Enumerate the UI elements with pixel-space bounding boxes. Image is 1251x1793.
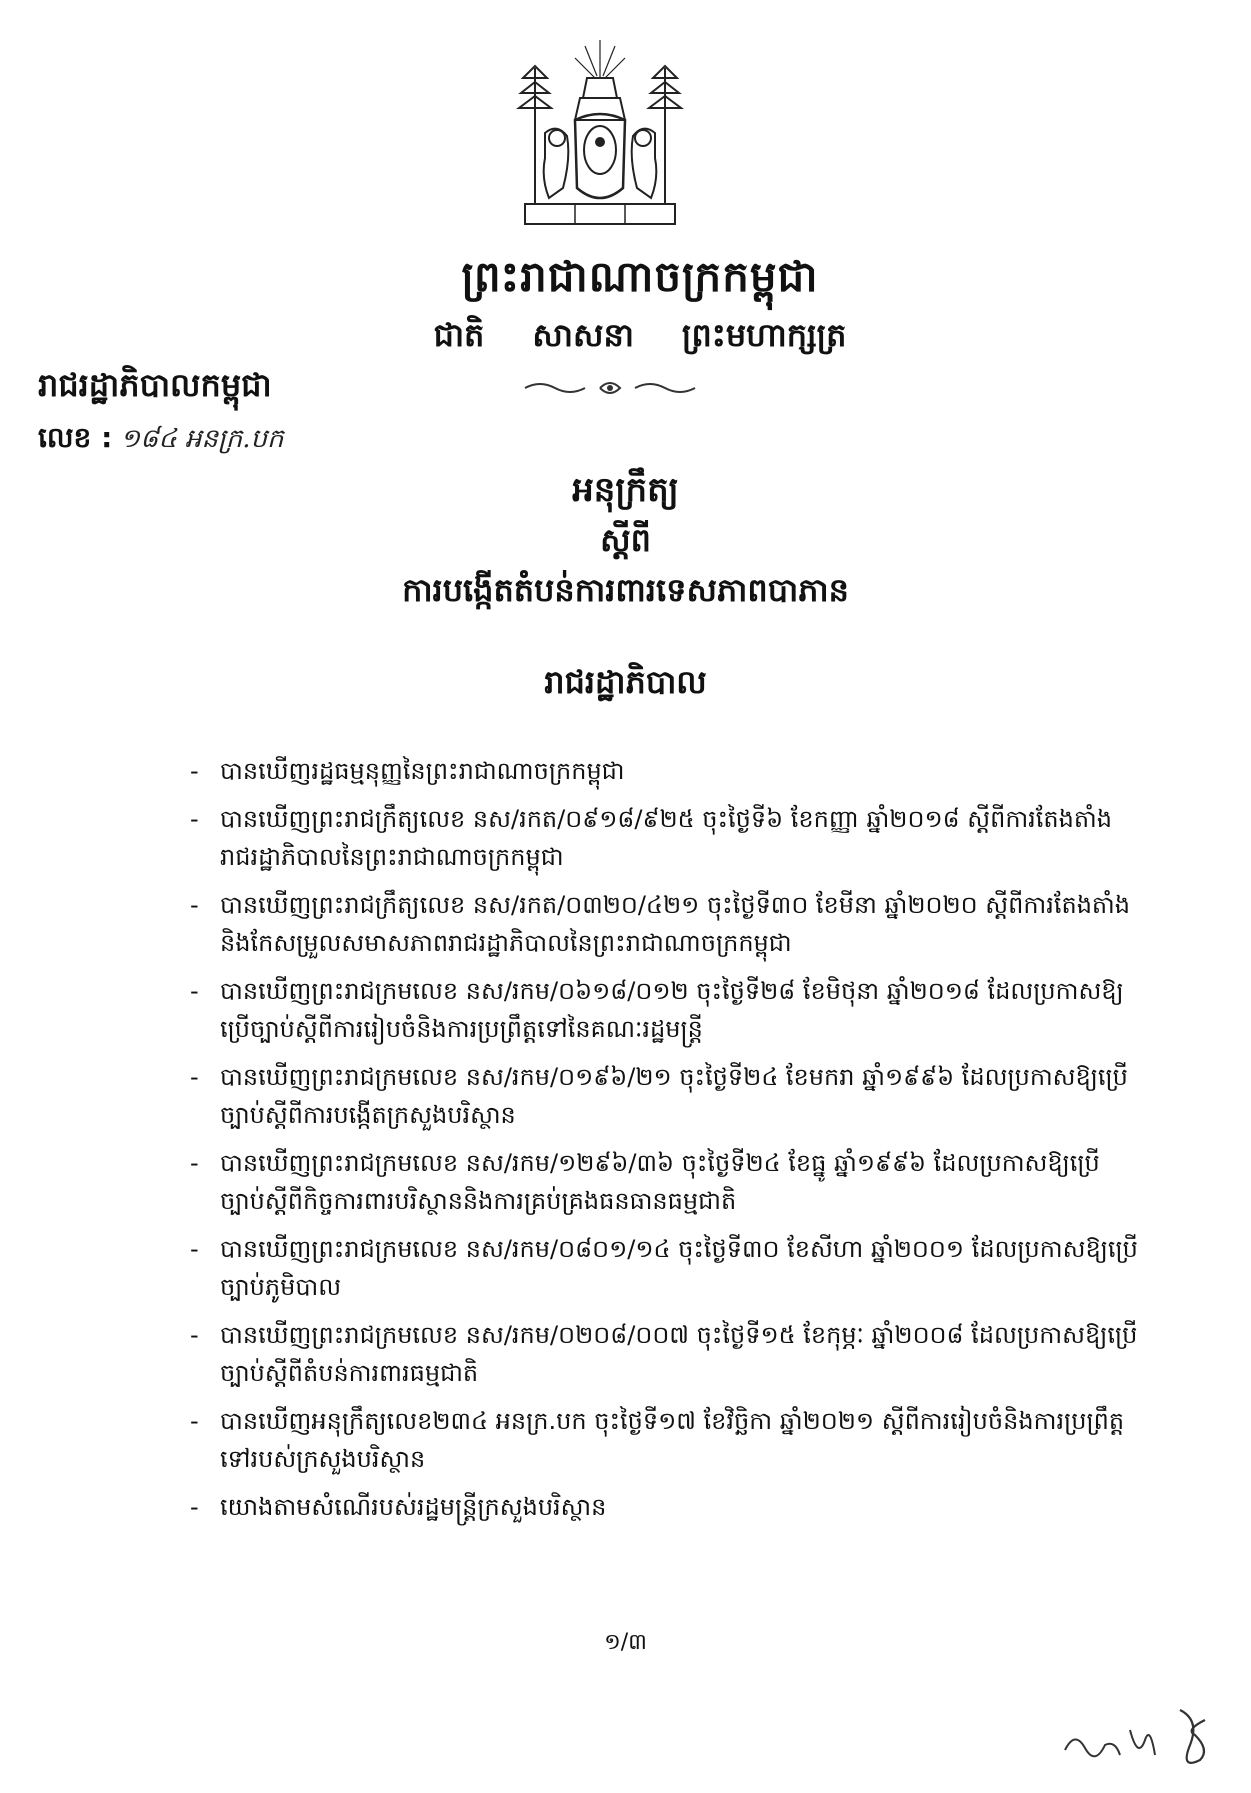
bullet-dash: - — [190, 1149, 199, 1177]
bullet-dash: - — [190, 891, 199, 919]
consideration-text: បានឃើញព្រះរាជក្រមលេខ នស/រកម/០៦១៨/០១២ ចុះថ្ងៃទី២៨ ខែមិថុនា ឆ្នាំ២០១៨ ដែលប្រកាសឱ្យប្រើច្បាប់ស្តីពីការរៀបចំនិងការប្រព្រឹត្តទៅនៃគណៈរដ្ឋមន្ត្រី — [220, 977, 1124, 1043]
list-item — [190, 800, 1140, 876]
bullet-dash: - — [190, 1063, 199, 1091]
consideration-text: បានឃើញអនុក្រឹត្យលេខ២៣៤ អនក្រ.បក ចុះថ្ងៃទី១៧ ខែវិច្ឆិកា ឆ្នាំ២០២១ ស្តីពីការរៀបចំនិងការប្រព្រឹត្តទៅរបស់ក្រសួងបរិស្ថាន — [220, 1407, 1125, 1473]
royal-arms-emblem-icon — [505, 38, 695, 238]
document-subject: ការបង្កើតតំបន់ការពារទេសភាពបាភាន — [402, 571, 849, 609]
document-type: អនុក្រឹត្យ — [572, 470, 679, 510]
list-item — [190, 972, 1140, 1048]
bullet-dash: - — [190, 1235, 199, 1263]
list-item — [190, 886, 1140, 962]
reference-number — [38, 420, 284, 461]
list-item — [190, 1316, 1140, 1392]
consideration-text: បានឃើញព្រះរាជក្រមលេខ នស/រកម/០១៩៦/២១ ចុះថ្ងៃទី២៤ ខែមករា ឆ្នាំ១៩៩៦ ដែលប្រកាសឱ្យប្រើច្បាប់ស្តីពីការបង្កើតក្រសួងបរិស្ថាន — [220, 1063, 1128, 1129]
document-about: ស្តីពី — [600, 521, 651, 559]
list-item — [190, 1402, 1140, 1478]
page-number: ១/៣ — [604, 1630, 647, 1655]
reference-value: ១៨៤ អនក្រ.បក — [120, 424, 284, 454]
consideration-text: បានឃើញព្រះរាជក្រមលេខ នស/រកម/១២៩៦/៣៦ ចុះថ្ងៃទី២៤ ខែធ្នូ ឆ្នាំ១៩៩៦ ដែលប្រកាសឱ្យប្រើច្បាប់ស្តីពីកិច្ចការពារបរិស្ថាននិងការគ្រប់គ្រងធនធានធម្មជាតិ — [220, 1149, 1100, 1215]
bullet-dash: - — [190, 805, 199, 833]
consideration-text: បានឃើញរដ្ឋធម្មនុញ្ញនៃព្រះរាជាណាចក្រកម្ពុជា — [220, 757, 625, 785]
list-item — [190, 1144, 1140, 1220]
kingdom-title: ព្រះរាជាណាចក្រកម្ពុជា — [461, 252, 819, 301]
motto-religion: សាសនា — [532, 316, 634, 354]
handwritten-signature-icon — [1060, 1700, 1230, 1780]
government-name: រាជរដ្ឋាភិបាលកម្ពុជា — [38, 366, 272, 404]
bullet-dash: - — [190, 977, 199, 1005]
list-item — [190, 1230, 1140, 1306]
reference-label: លេខ : — [38, 421, 113, 454]
bullet-dash: - — [190, 1321, 199, 1349]
list-item — [190, 1058, 1140, 1134]
consideration-text: បានឃើញព្រះរាជក្រឹត្យលេខ នស/រកត/០៩១៨/៩២៥ ចុះថ្ងៃទី៦ ខែកញ្ញា ឆ្នាំ២០១៨ ស្តីពីការតែងតាំងរាជរដ្ឋាភិបាលនៃព្រះរាជាណាចក្រកម្ពុជា — [220, 805, 1112, 871]
decorative-divider-icon — [520, 378, 700, 398]
consideration-text: បានឃើញព្រះរាជក្រមលេខ នស/រកម/០២០៨/០០៧ ចុះថ្ងៃទី១៥ ខែកុម្ភៈ ឆ្នាំ២០០៨ ដែលប្រកាសឱ្យប្រើច្បាប់ស្តីពីតំបន់ការពារធម្មជាតិ — [220, 1321, 1138, 1387]
issuing-body: រាជរដ្ឋាភិបាល — [544, 663, 707, 701]
consideration-text: បានឃើញព្រះរាជក្រឹត្យលេខ នស/រកត/០៣២០/៤២១ ចុះថ្ងៃទី៣០ ខែមីនា ឆ្នាំ២០២០ ស្តីពីការតែងតាំងនិងកែសម្រួលសមាសភាពរាជរដ្ឋាភិបាលនៃព្រះរាជាណាចក្រកម្ពុជា — [220, 891, 1131, 957]
list-item — [190, 752, 1140, 790]
bullet-dash: - — [190, 1407, 199, 1435]
bullet-dash: - — [190, 1493, 199, 1521]
consideration-text: បានឃើញព្រះរាជក្រមលេខ នស/រកម/០៨០១/១៤ ចុះថ្ងៃទី៣០ ខែសីហា ឆ្នាំ២០០១ ដែលប្រកាសឱ្យប្រើច្បាប់ភូមិបាល — [220, 1235, 1138, 1301]
bullet-dash: - — [190, 757, 199, 785]
motto-king: ព្រះមហាក្សត្រ — [681, 316, 847, 354]
motto-nation: ជាតិ — [433, 316, 485, 354]
consideration-text: យោងតាមសំណើរបស់រដ្ឋមន្ត្រីក្រសួងបរិស្ថាន — [220, 1493, 607, 1521]
list-item — [190, 1488, 1140, 1526]
considerations-list — [190, 752, 1140, 1536]
national-motto — [380, 315, 900, 362]
